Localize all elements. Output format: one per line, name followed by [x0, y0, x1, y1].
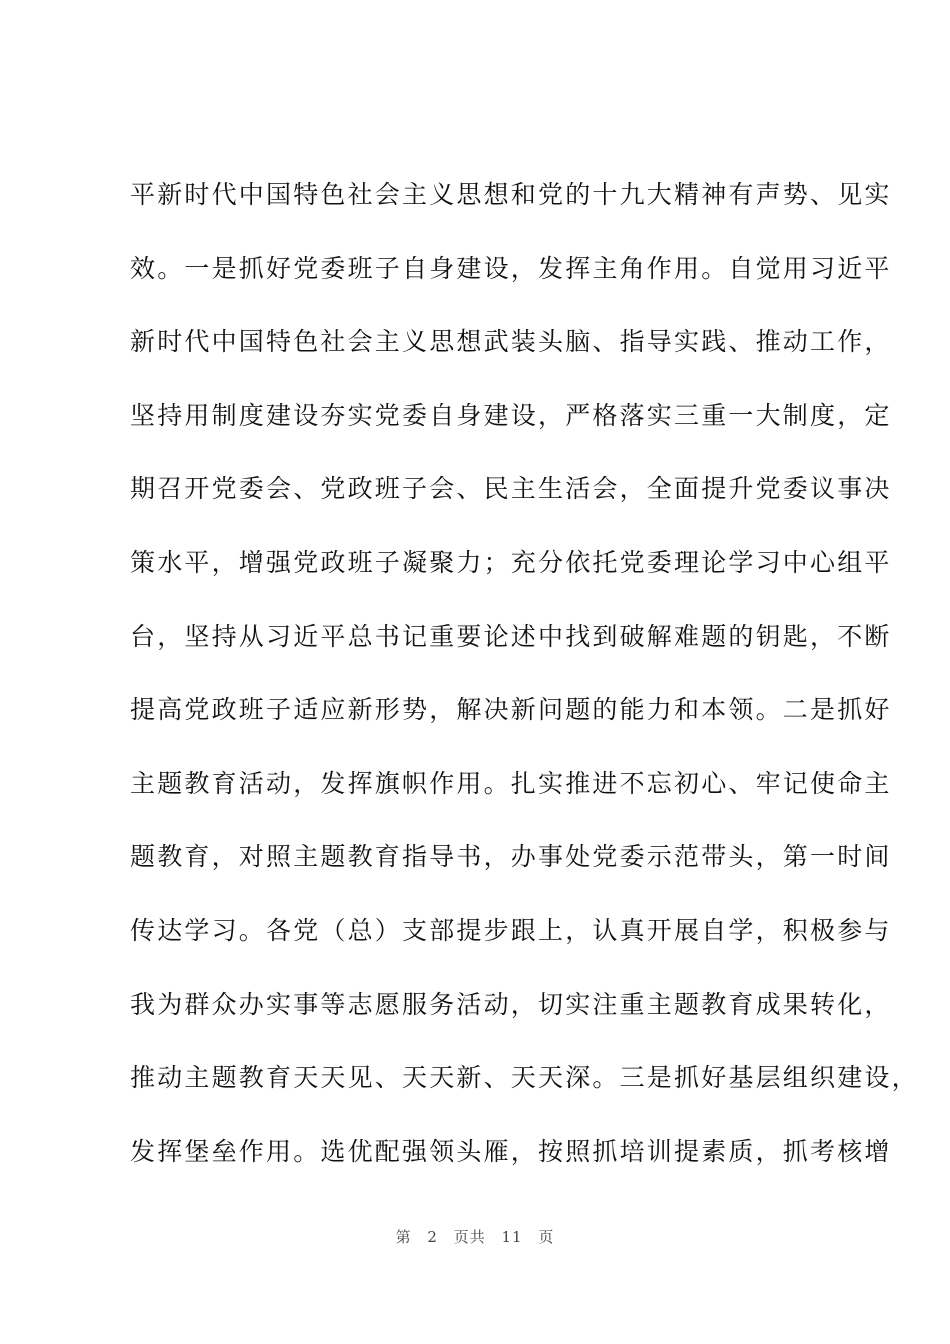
- text-line: 推动主题教育天天见、天天新、天天深。三是抓好基层组织建设，: [130, 1063, 919, 1093]
- current-page-number: 2: [427, 1228, 438, 1246]
- text-line: 台，坚持从习近平总书记重要论述中找到破解难题的钥匙，不断: [130, 621, 892, 651]
- page-footer: [0, 1226, 950, 1247]
- text-line: 传达学习。各党（总）支部提步跟上，认真开展自学，积极参与: [130, 915, 892, 945]
- total-pages-number: 11: [501, 1228, 523, 1246]
- text-line: 主题教育活动，发挥旗帜作用。扎实推进不忘初心、牢记使命主: [130, 768, 892, 798]
- footer-suffix: 页: [538, 1228, 555, 1246]
- text-line: 题教育，对照主题教育指导书，办事处党委示范带头，第一时间: [130, 842, 892, 872]
- text-line: 平新时代中国特色社会主义思想和党的十九大精神有声势、见实: [130, 180, 892, 209]
- text-line: 新时代中国特色社会主义思想武装头脑、指导实践、推动工作，: [130, 327, 892, 357]
- text-line: 坚持用制度建设夯实党委自身建设，严格落实三重一大制度，定: [130, 400, 892, 430]
- text-line: 我为群众办实事等志愿服务活动，切实注重主题教育成果转化，: [130, 989, 892, 1019]
- text-line: 策水平，增强党政班子凝聚力；充分依托党委理论学习中心组平: [130, 547, 892, 577]
- text-line: 发挥堡垒作用。选优配强领头雁，按照抓培训提素质，抓考核增: [130, 1136, 892, 1166]
- footer-prefix: 第: [395, 1228, 412, 1246]
- footer-middle: 页共: [453, 1228, 486, 1246]
- text-line: 效。一是抓好党委班子自身建设，发挥主角作用。自觉用习近平: [130, 253, 892, 283]
- text-line: 提高党政班子适应新形势，解决新问题的能力和本领。二是抓好: [130, 695, 892, 725]
- text-line: 期召开党委会、党政班子会、民主生活会，全面提升党委议事决: [130, 474, 892, 504]
- body-text: [130, 170, 919, 1200]
